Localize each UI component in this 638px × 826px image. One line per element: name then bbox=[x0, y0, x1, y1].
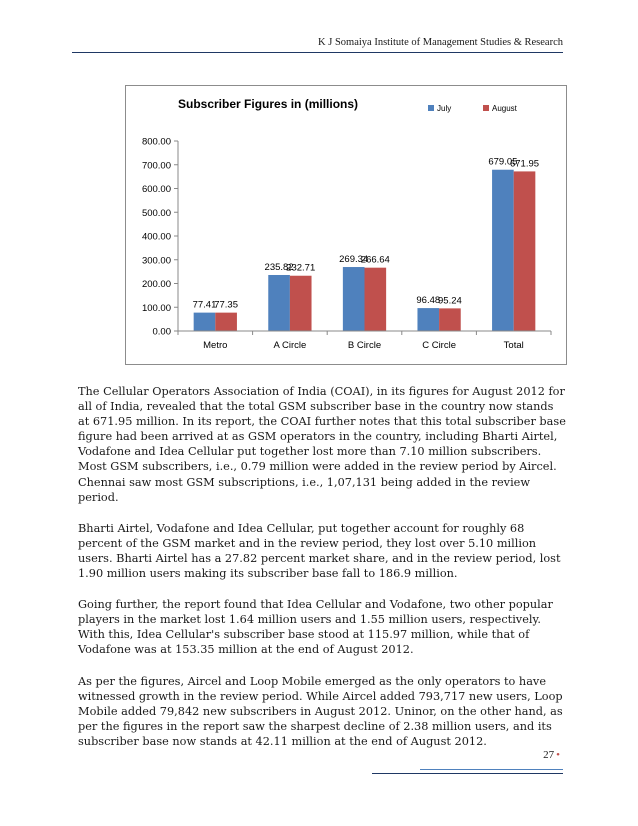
x-tick-label: B Circle bbox=[347, 340, 382, 351]
legend-swatch-july bbox=[428, 105, 434, 111]
header-rule bbox=[72, 52, 563, 53]
footer-rule bbox=[372, 773, 563, 774]
bar-july bbox=[343, 267, 365, 331]
y-axis bbox=[142, 137, 178, 338]
page-number-text: 27 bbox=[543, 749, 555, 761]
data-label: 232.71 bbox=[286, 262, 316, 274]
y-tick-label: 500.00 bbox=[141, 207, 171, 219]
y-tick-label: 800.00 bbox=[141, 136, 171, 148]
bar-july bbox=[194, 313, 216, 331]
data-label: 95.24 bbox=[438, 295, 462, 307]
bar-august bbox=[514, 171, 536, 331]
page-header: K J Somaiya Institute of Management Studies & Research bbox=[318, 37, 563, 48]
data-label: 77.41 bbox=[192, 299, 217, 311]
y-tick-label: 400.00 bbox=[141, 231, 171, 243]
footer-rule bbox=[420, 769, 563, 770]
data-label: 96.48 bbox=[416, 295, 441, 307]
paragraph-3: Going further, the report found that Idea Cellular and Vodafone, two other popular players in the market lost 1.64 million users and 1.55 million users, respectively. With this, Idea Cellular's subscriber base stood at 115.97 million, while that of Vodafone was at 153.35 million at the end of August 2012. bbox=[78, 598, 553, 657]
paragraph-4: As per the figures, Aircel and Loop Mobile emerged as the only operators to have witnessed growth in the review period. While Aircel added 793,717 new users, Loop Mobile added 79,842 new subscribers in August 2012. Uninor, on the other hand, as per the figures in the report saw the sharpest decline of 2.38 million users, and its subscriber base now stands at 42.11 million at the end of August 2012. bbox=[78, 674, 563, 748]
x-tick-label: Metro bbox=[203, 340, 228, 351]
data-label: 266.64 bbox=[360, 254, 390, 266]
article-body bbox=[78, 384, 568, 765]
chart-title: Subscriber Figures in (millions) bbox=[178, 97, 359, 111]
bullet-icon: • bbox=[556, 749, 560, 761]
data-label: 679.05 bbox=[488, 156, 518, 168]
data-label: 235.82 bbox=[264, 261, 294, 273]
y-tick-label: 300.00 bbox=[141, 255, 171, 267]
bar-august bbox=[439, 308, 461, 331]
x-tick-label: A Circle bbox=[273, 340, 307, 351]
legend-label-july: July bbox=[437, 104, 452, 113]
bar-august bbox=[365, 268, 387, 331]
chart-svg bbox=[126, 86, 566, 364]
y-tick-label: 600.00 bbox=[141, 184, 171, 195]
y-tick-label: 0.00 bbox=[152, 326, 171, 338]
x-tick-label: C Circle bbox=[422, 340, 456, 351]
paragraph-1: The Cellular Operators Association of India (COAI), in its figures for August 2012 for all of India, revealed that the total GSM subscriber base in the country now stands at 671.95 million. In its report, the COAI further notes that this total subscriber base figure had been arrived at as GSM operators in the country, including Bharti Airtel, Vodafone and Idea Cellular put together lost more than 7.10 million subscribers. Most GSM subscribers, i.e., 0.79 million were added in the review period by Aircel. Chennai saw most GSM subscriptions, i.e., 1,07,131 being added in the review period. bbox=[78, 385, 566, 504]
bar-july bbox=[417, 308, 439, 331]
y-tick-label: 700.00 bbox=[141, 160, 171, 172]
paragraph-2: Bharti Airtel, Vodafone and Idea Cellular, put together account for roughly 68 percent of the GSM market and in the review period, they lost over 5.10 million users. Bharti Airtel has a 27.82 percent market share, and in the review period, lost 1.90 million users making its subscriber base fall to 186.9 million. bbox=[78, 521, 561, 581]
bar-august bbox=[215, 313, 237, 331]
legend-label-august: August bbox=[492, 104, 517, 113]
bar-july bbox=[492, 170, 514, 331]
bar-august bbox=[290, 276, 312, 331]
chart-bars bbox=[193, 157, 539, 331]
data-label: 671.95 bbox=[509, 158, 540, 170]
x-axis bbox=[178, 331, 551, 351]
y-tick-label: 100.00 bbox=[141, 302, 171, 314]
x-tick-label: Total bbox=[503, 340, 524, 351]
bar-july bbox=[268, 275, 290, 331]
legend-swatch-august bbox=[483, 105, 489, 111]
subscriber-chart bbox=[125, 85, 567, 365]
data-label: 269.34 bbox=[339, 254, 369, 266]
page-number bbox=[520, 749, 560, 761]
y-tick-label: 200.00 bbox=[141, 279, 171, 290]
chart-legend bbox=[428, 104, 518, 113]
data-label: 77.35 bbox=[214, 299, 239, 311]
